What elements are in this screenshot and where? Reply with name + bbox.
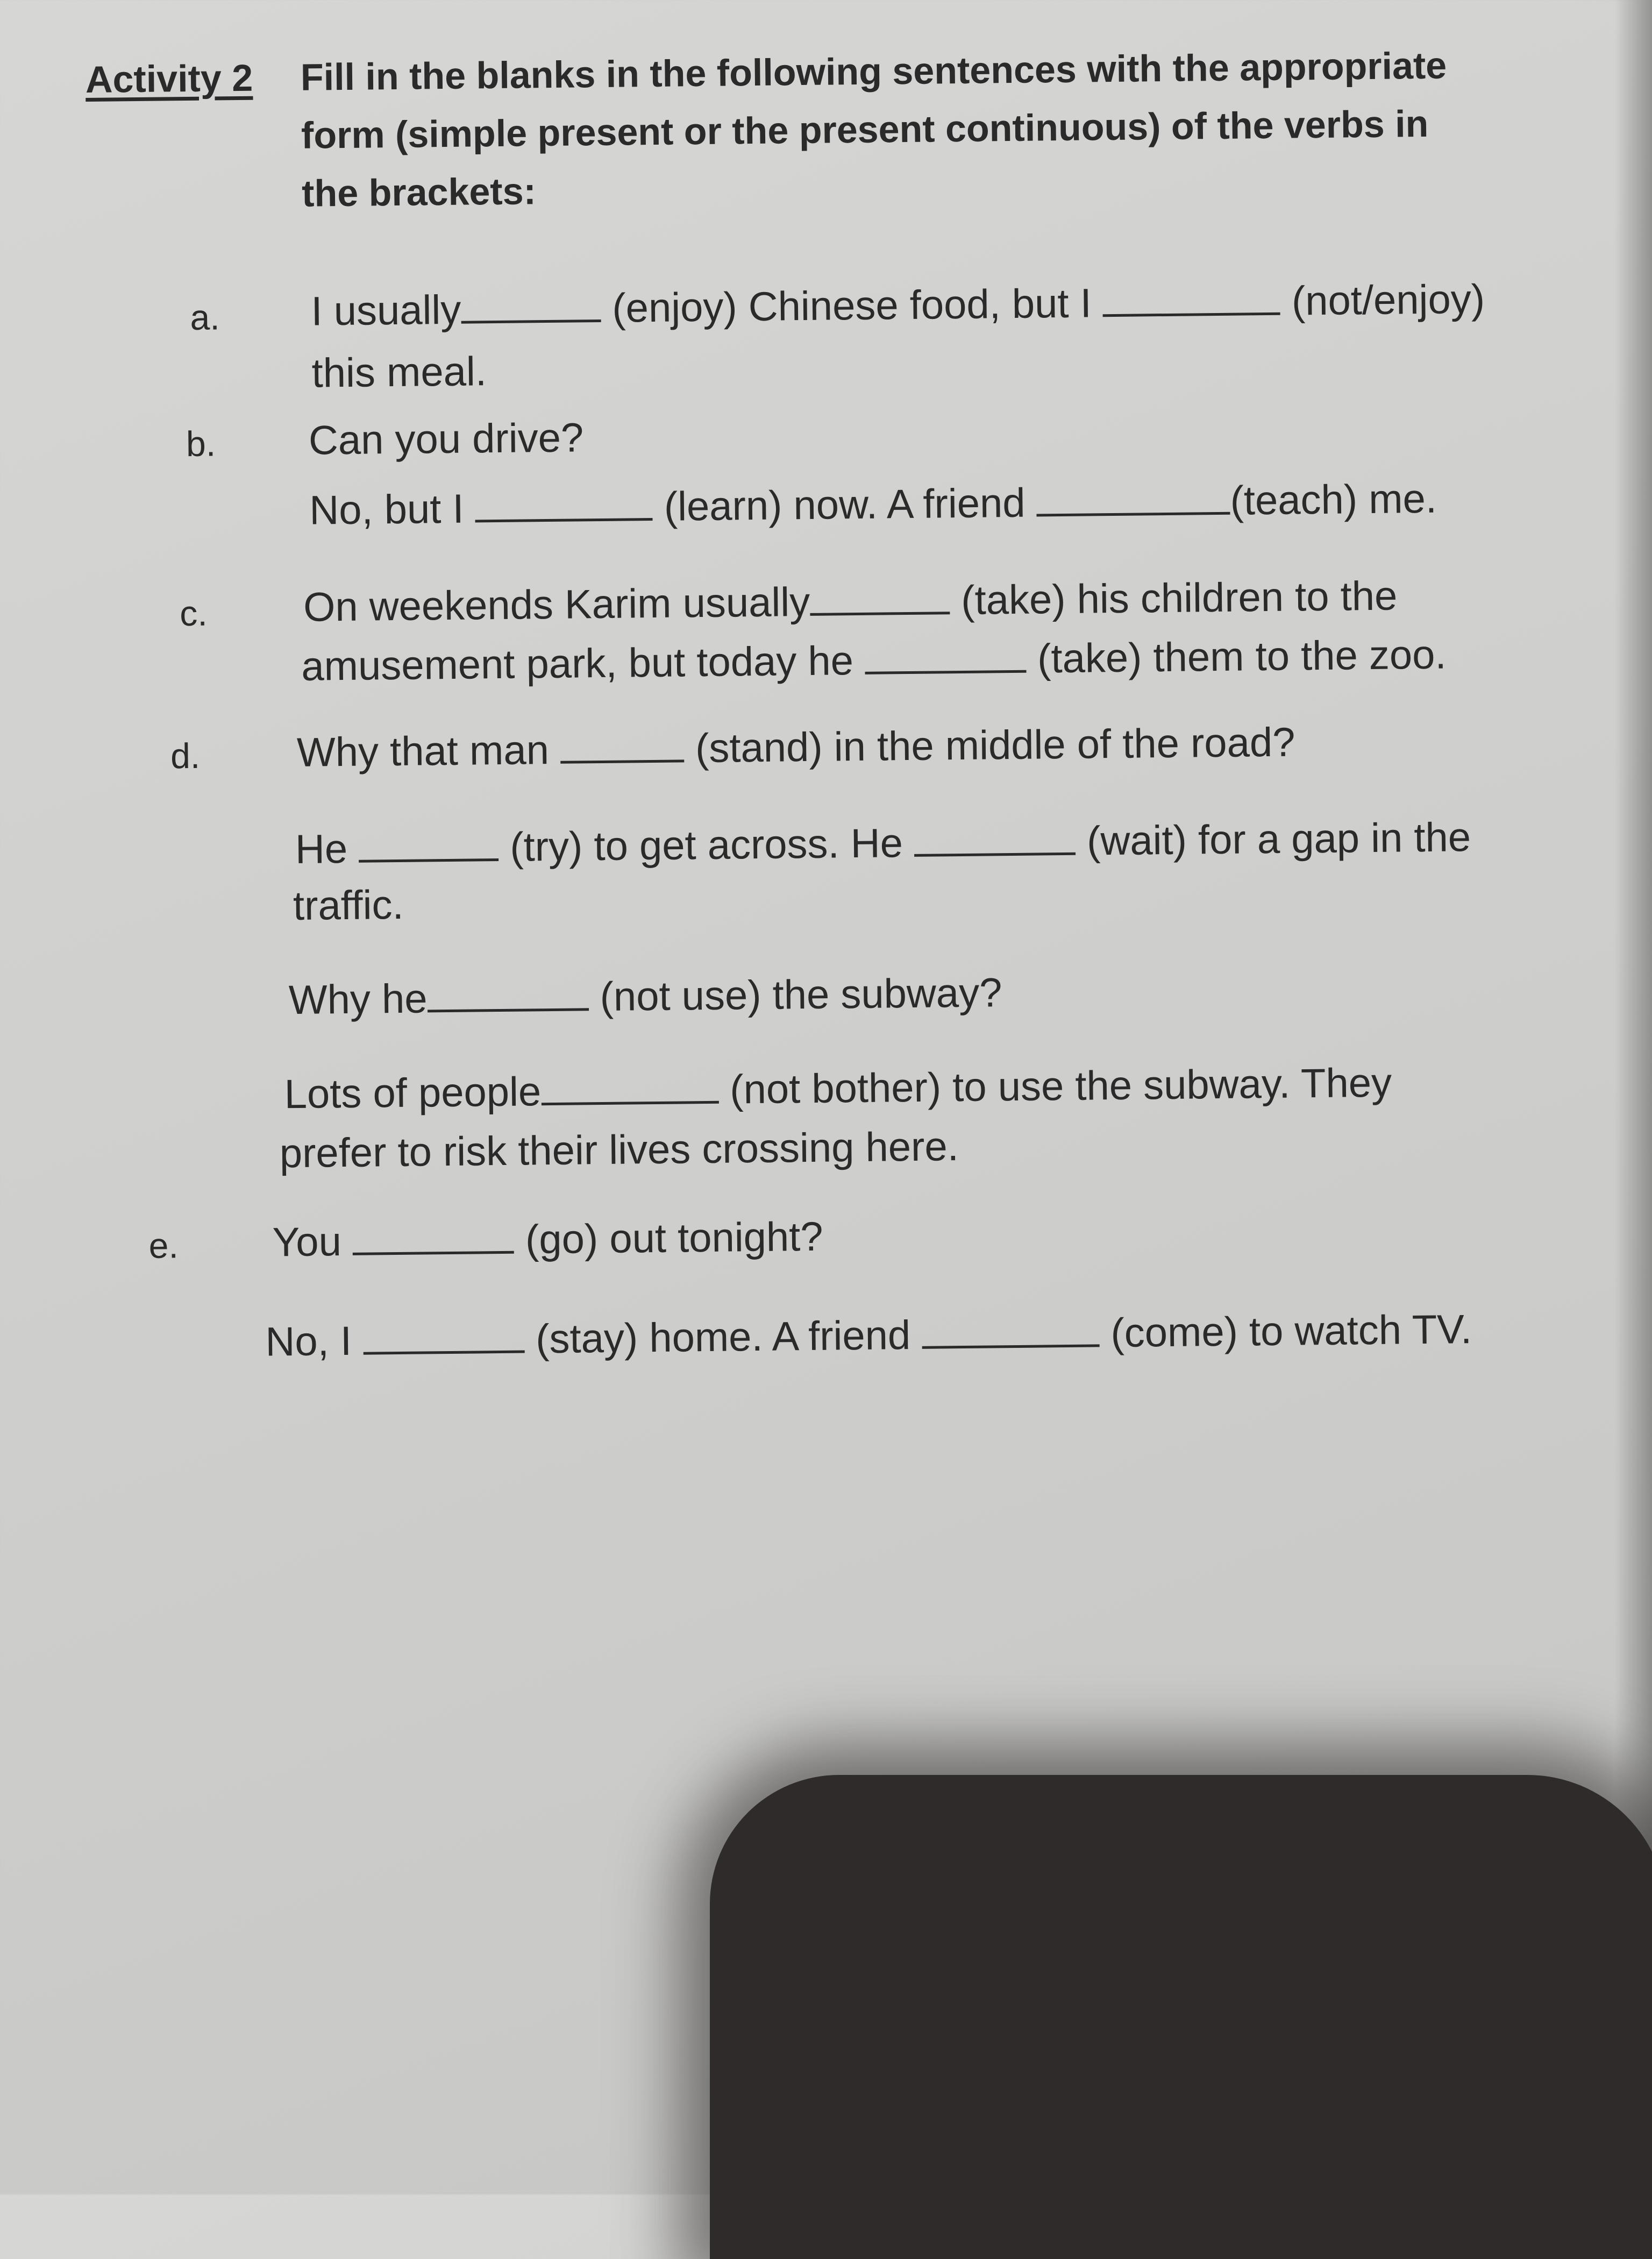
- item-a-line-2: this meal.: [311, 349, 487, 396]
- item-d-text-5: (wait) for a gap in the: [1086, 814, 1471, 864]
- item-d-text-4: (try) to get across. He: [509, 820, 903, 870]
- answer-blank[interactable]: [359, 821, 499, 863]
- item-c-text-1: On weekends Karim usually: [303, 579, 810, 630]
- answer-blank[interactable]: [541, 1063, 719, 1105]
- item-letter-d: d.: [170, 735, 201, 776]
- item-b-text-2: (learn) now. A friend: [664, 480, 1026, 530]
- instruction-line-3: the brackets:: [301, 170, 537, 215]
- answer-blank[interactable]: [475, 480, 653, 522]
- answer-blank[interactable]: [922, 1306, 1100, 1348]
- answer-blank[interactable]: [352, 1213, 514, 1255]
- item-d-text-9: (not bother) to use the subway. They: [729, 1060, 1392, 1113]
- item-d-answer-1: [295, 811, 1471, 877]
- activity-heading: [85, 35, 1558, 215]
- item-b-question: Can you drive?: [308, 415, 584, 464]
- instruction-line-2: form (simple present or the present continuous) of the verbs in: [301, 102, 1429, 157]
- answer-blank[interactable]: [427, 970, 589, 1012]
- item-e-question: [272, 1210, 823, 1270]
- item-a-text-3: (not/enjoy): [1291, 276, 1485, 324]
- item-d-answer-2-line-2: prefer to risk their lives crossing here.: [279, 1124, 959, 1177]
- hand-shadow: [710, 1775, 1652, 2259]
- item-d-text-2: (stand) in the middle of the road?: [695, 719, 1295, 772]
- item-e-text-2: (go) out tonight?: [525, 1213, 823, 1263]
- item-d-text-1: Why that man: [296, 727, 550, 776]
- item-d-text-3: He: [295, 826, 348, 872]
- item-letter-a: a.: [190, 297, 220, 337]
- item-d-text-7: (not use) the subway?: [600, 970, 1002, 1020]
- item-c-text-4: (take) them to the zoo.: [1037, 631, 1447, 682]
- item-b-answer: [309, 472, 1437, 538]
- item-d-text-6: Why he: [288, 976, 428, 1024]
- item-d-question-2: [288, 966, 1002, 1027]
- item-e-text-3: No, I: [265, 1318, 352, 1365]
- answer-blank[interactable]: [560, 722, 684, 763]
- item-e-text-1: You: [272, 1219, 342, 1266]
- item-c-text-3: amusement park, but today he: [301, 638, 854, 690]
- answer-blank[interactable]: [1102, 275, 1280, 317]
- answer-blank[interactable]: [363, 1313, 525, 1355]
- answer-blank[interactable]: [914, 815, 1076, 857]
- item-c-line-1: [303, 569, 1398, 634]
- item-a-text-2: (enjoy) Chinese food, but I: [611, 280, 1092, 331]
- answer-blank[interactable]: [810, 574, 950, 616]
- item-letter-c: c.: [179, 593, 208, 634]
- instruction-line-1: Fill in the blanks in the following sentences with the appropriate: [300, 44, 1447, 98]
- answer-blank[interactable]: [461, 282, 601, 324]
- item-c-line-2: [301, 628, 1447, 694]
- answer-blank[interactable]: [865, 633, 1027, 674]
- item-a-line-1: [311, 273, 1485, 339]
- item-e-text-5: (come) to watch TV.: [1110, 1306, 1472, 1356]
- item-d-answer-2: [284, 1056, 1392, 1122]
- item-d-text-8: Lots of people: [284, 1069, 542, 1118]
- item-a-text-1: I usually: [311, 287, 461, 335]
- item-b-text-3: (teach) me.: [1230, 475, 1437, 524]
- item-letter-e: e.: [148, 1225, 179, 1266]
- item-b-text-1: No, but I: [309, 486, 465, 534]
- item-d-answer-1-line-2: traffic.: [293, 882, 404, 929]
- item-e-text-4: (stay) home. A friend: [535, 1312, 911, 1362]
- item-letter-b: b.: [186, 423, 216, 464]
- item-c-text-2: (take) his children to the: [960, 573, 1398, 623]
- item-e-answer: [265, 1303, 1472, 1369]
- item-d-question-1: [297, 716, 1295, 780]
- answer-blank[interactable]: [1036, 474, 1230, 517]
- activity-title: Activity 2: [85, 56, 253, 101]
